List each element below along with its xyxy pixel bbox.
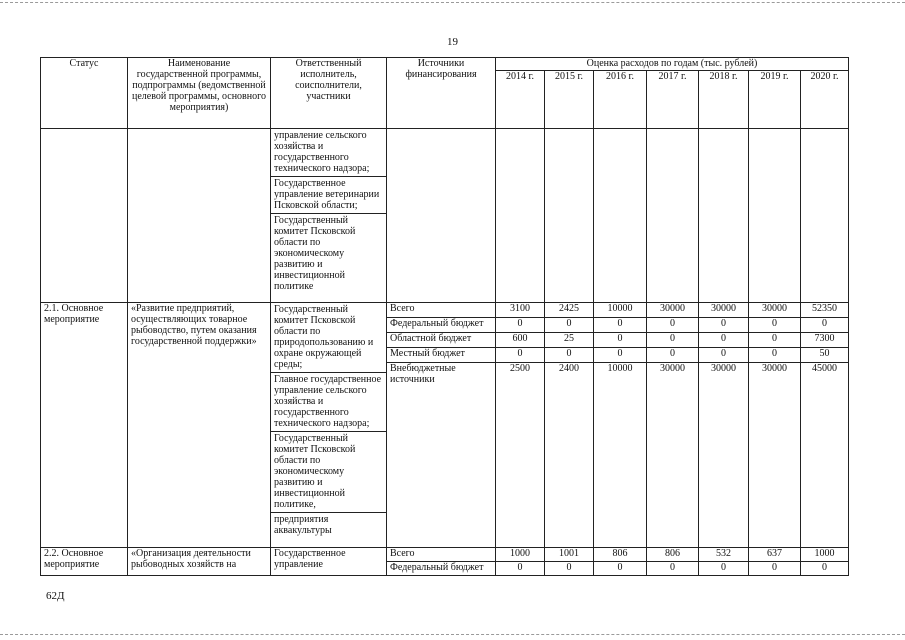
value-cell: 0 (699, 318, 749, 333)
value-cell: 52350 (801, 303, 849, 318)
table-row (41, 303, 849, 318)
value-cell: 0 (496, 348, 545, 363)
cont-source-cell (387, 129, 496, 303)
header-responsible: Ответственный исполнитель, соисполнители, участники (271, 58, 387, 129)
value-cell: 30000 (647, 303, 699, 318)
header-year: 2018 г. (699, 71, 749, 129)
value-cell: 2500 (496, 363, 545, 548)
header-year: 2014 г. (496, 71, 545, 129)
cont-value-cell (749, 129, 801, 303)
source-label: Федеральный бюджет (387, 562, 496, 576)
header-status: Статус (41, 58, 128, 129)
source-label: Внебюджетные источники (387, 363, 496, 548)
cont-value-cell (699, 129, 749, 303)
source-label: Всего (387, 548, 496, 562)
value-cell: 0 (496, 318, 545, 333)
value-cell: 806 (647, 548, 699, 562)
activity-name: «Развитие предприятий, осуществляющих товарное рыбоводство, путем оказания государственной поддержки» (128, 303, 271, 548)
activity-status: 2.1. Основное мероприятие (41, 303, 128, 548)
activity-name: «Организация деятельности рыбоводных хозяйств на (128, 548, 271, 576)
value-cell: 0 (545, 348, 594, 363)
value-cell: 10000 (594, 363, 647, 548)
value-cell: 0 (749, 318, 801, 333)
cont-value-cell (647, 129, 699, 303)
value-cell: 0 (699, 348, 749, 363)
cont-status-cell (41, 129, 128, 303)
footer-code: 62Д (46, 590, 65, 602)
value-cell: 0 (545, 318, 594, 333)
header-year: 2016 г. (594, 71, 647, 129)
budget-table (40, 57, 849, 576)
responsible-entry: предприятия аквакультуры (274, 514, 332, 536)
value-cell: 0 (594, 318, 647, 333)
value-cell: 0 (545, 562, 594, 576)
header-year: 2020 г. (801, 71, 849, 129)
header-sources: Источники финансирования (387, 58, 496, 129)
value-cell: 30000 (647, 363, 699, 548)
responsible-entry: Государственный комитет Псковской области по природопользованию и охране окружающей среды; (271, 303, 386, 373)
value-cell: 30000 (749, 363, 801, 548)
value-cell: 637 (749, 548, 801, 562)
value-cell: 1000 (801, 548, 849, 562)
value-cell: 2400 (545, 363, 594, 548)
responsible-entry: Государственное управление ветеринарии Псковской области; (271, 177, 386, 214)
value-cell: 30000 (699, 303, 749, 318)
value-cell: 0 (594, 348, 647, 363)
source-label: Федеральный бюджет (387, 318, 496, 333)
activity-responsible: Государственное управление (271, 548, 387, 576)
header-year: 2017 г. (647, 71, 699, 129)
value-cell: 45000 (801, 363, 849, 548)
value-cell: 0 (496, 562, 545, 576)
activity-status: 2.2. Основное мероприятие (41, 548, 128, 576)
value-cell: 0 (749, 562, 801, 576)
value-cell: 0 (647, 318, 699, 333)
value-cell: 2425 (545, 303, 594, 318)
scan-edge-bottom (0, 634, 905, 635)
value-cell: 0 (647, 333, 699, 348)
value-cell: 25 (545, 333, 594, 348)
value-cell: 50 (801, 348, 849, 363)
value-cell: 0 (647, 562, 699, 576)
responsible-entry: Государственный комитет Псковской области по экономическому развитию и инвестиционной политике (274, 215, 356, 292)
value-cell: 7300 (801, 333, 849, 348)
value-cell: 0 (699, 562, 749, 576)
value-cell: 3100 (496, 303, 545, 318)
header-year: 2019 г. (749, 71, 801, 129)
cont-value-cell (801, 129, 849, 303)
cont-value-cell (496, 129, 545, 303)
page-number: 19 (447, 36, 458, 48)
source-label: Всего (387, 303, 496, 318)
value-cell: 1001 (545, 548, 594, 562)
source-label: Местный бюджет (387, 348, 496, 363)
value-cell: 0 (699, 333, 749, 348)
scan-edge-top (0, 2, 905, 3)
cont-value-cell (594, 129, 647, 303)
value-cell: 532 (699, 548, 749, 562)
activity-responsible (271, 303, 387, 548)
value-cell: 30000 (749, 303, 801, 318)
header-year: 2015 г. (545, 71, 594, 129)
source-label: Областной бюджет (387, 333, 496, 348)
header-name: Наименование государственной программы, подпрограммы (ведомственной целевой программы, основного мероприятия) (128, 58, 271, 129)
table-row (41, 548, 849, 562)
value-cell: 0 (594, 562, 647, 576)
value-cell: 0 (801, 562, 849, 576)
cont-value-cell (545, 129, 594, 303)
cont-responsible-cell (271, 129, 387, 303)
responsible-entry: управление сельского хозяйства и государственного технического надзора; (271, 129, 386, 177)
value-cell: 0 (801, 318, 849, 333)
value-cell: 30000 (699, 363, 749, 548)
header-estimate: Оценка расходов по годам (тыс. рублей) (496, 58, 849, 71)
responsible-entry: Государственный комитет Псковской области по экономическому развитию и инвестиционной политике, (271, 432, 386, 513)
value-cell: 0 (749, 333, 801, 348)
value-cell: 1000 (496, 548, 545, 562)
value-cell: 10000 (594, 303, 647, 318)
value-cell: 806 (594, 548, 647, 562)
value-cell: 600 (496, 333, 545, 348)
value-cell: 0 (647, 348, 699, 363)
responsible-entry: Главное государственное управление сельского хозяйства и государственного технического надзора; (271, 373, 386, 432)
cont-name-cell (128, 129, 271, 303)
value-cell: 0 (749, 348, 801, 363)
value-cell: 0 (594, 333, 647, 348)
